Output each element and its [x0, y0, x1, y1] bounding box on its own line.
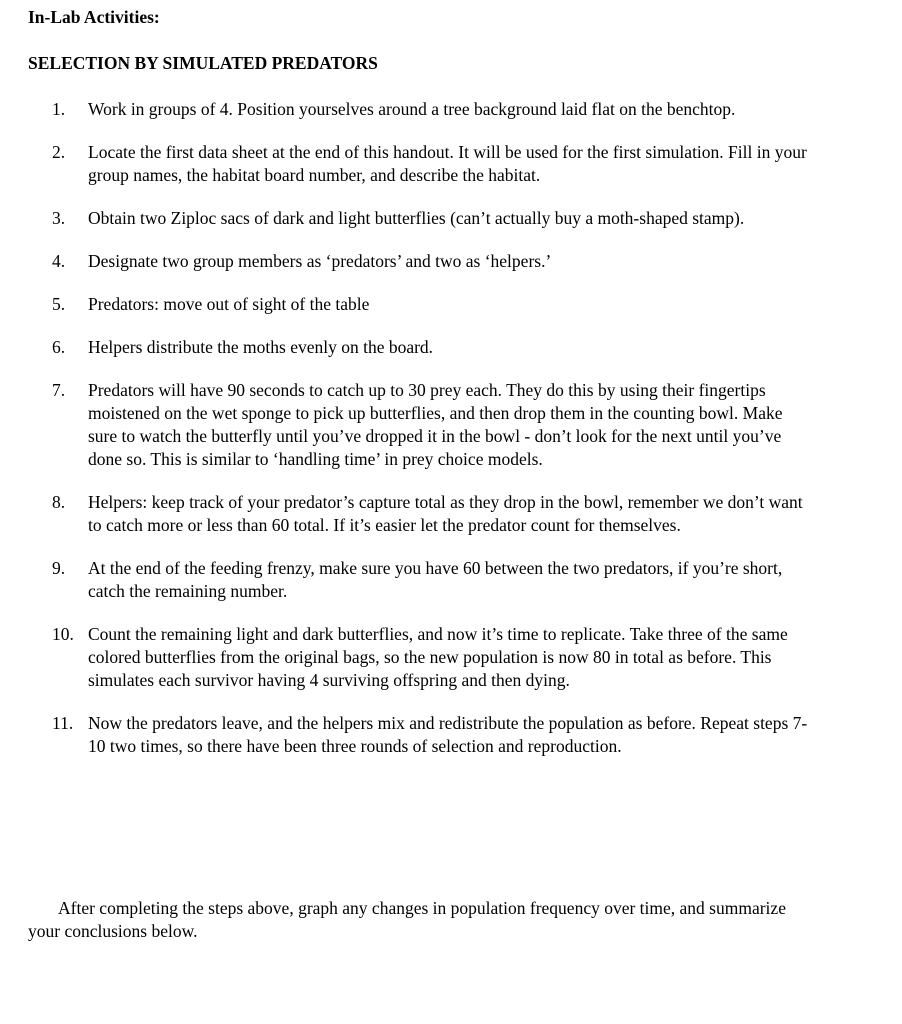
step-item [0, 207, 902, 230]
step-item [0, 336, 902, 359]
step-number: 5. [52, 294, 66, 314]
step-text: Designate two group members as ‘predators’ and two as ‘helpers.’ [88, 251, 552, 271]
step-item [0, 623, 902, 692]
step-item [0, 379, 902, 471]
step-number: 8. [52, 492, 66, 512]
step-item [0, 491, 902, 537]
step-item [0, 712, 902, 758]
step-text: Obtain two Ziploc sacs of dark and light butterflies (can’t actually buy a moth-shaped stamp). [88, 208, 745, 228]
step-item [0, 557, 902, 603]
step-number: 3. [52, 208, 66, 228]
step-item [0, 98, 902, 121]
conclusion-paragraph: After completing the steps above, graph any changes in population frequency over time, and summarize your conclusions below. [28, 898, 786, 941]
step-number: 11. [52, 713, 74, 733]
step-item [0, 250, 902, 273]
section-heading: In-Lab Activities: [28, 7, 160, 27]
steps-list [0, 98, 902, 778]
step-text: Helpers: keep track of your predator’s capture total as they drop in the bowl, remember we don’t want to catch more or less than 60 total. If it’s easier let the predator count for themselves. [88, 492, 803, 535]
step-number: 7. [52, 380, 66, 400]
step-number: 2. [52, 142, 66, 162]
activity-title: SELECTION BY SIMULATED PREDATORS [28, 53, 378, 73]
step-text: Helpers distribute the moths evenly on the board. [88, 337, 434, 357]
step-text: Predators will have 90 seconds to catch up to 30 prey each. They do this by using their fingertips moistened on the wet sponge to pick up butterflies, and then drop them in the counting bowl. Make sure to watch the butterfly until you’ve dropped it in the bowl - don’t look for the next until you’ve done so. This is similar to ‘handling time’ in prey choice models. [88, 380, 783, 469]
step-text: At the end of the feeding frenzy, make sure you have 60 between the two predators, if you’re short, catch the remaining number. [88, 558, 783, 601]
step-number: 4. [52, 251, 66, 271]
step-text: Predators: move out of sight of the table [88, 294, 370, 314]
step-text: Work in groups of 4. Position yourselves around a tree background laid flat on the benchtop. [88, 99, 736, 119]
step-number: 9. [52, 558, 66, 578]
step-number: 6. [52, 337, 66, 357]
step-number: 10. [52, 624, 74, 644]
step-number: 1. [52, 99, 66, 119]
step-item [0, 141, 902, 187]
step-text: Now the predators leave, and the helpers mix and redistribute the population as before. Repeat steps 7-10 two times, so there have been three rounds of selection and reproduction. [88, 713, 808, 756]
step-text: Locate the first data sheet at the end of this handout. It will be used for the first simulation. Fill in your group names, the habitat board number, and describe the habitat. [88, 142, 807, 185]
step-item [0, 293, 902, 316]
step-text: Count the remaining light and dark butterflies, and now it’s time to replicate. Take three of the same colored butterflies from the original bags, so the new population is now 80 in total as before. This simulates each survivor having 4 surviving offspring and then dying. [88, 624, 788, 690]
